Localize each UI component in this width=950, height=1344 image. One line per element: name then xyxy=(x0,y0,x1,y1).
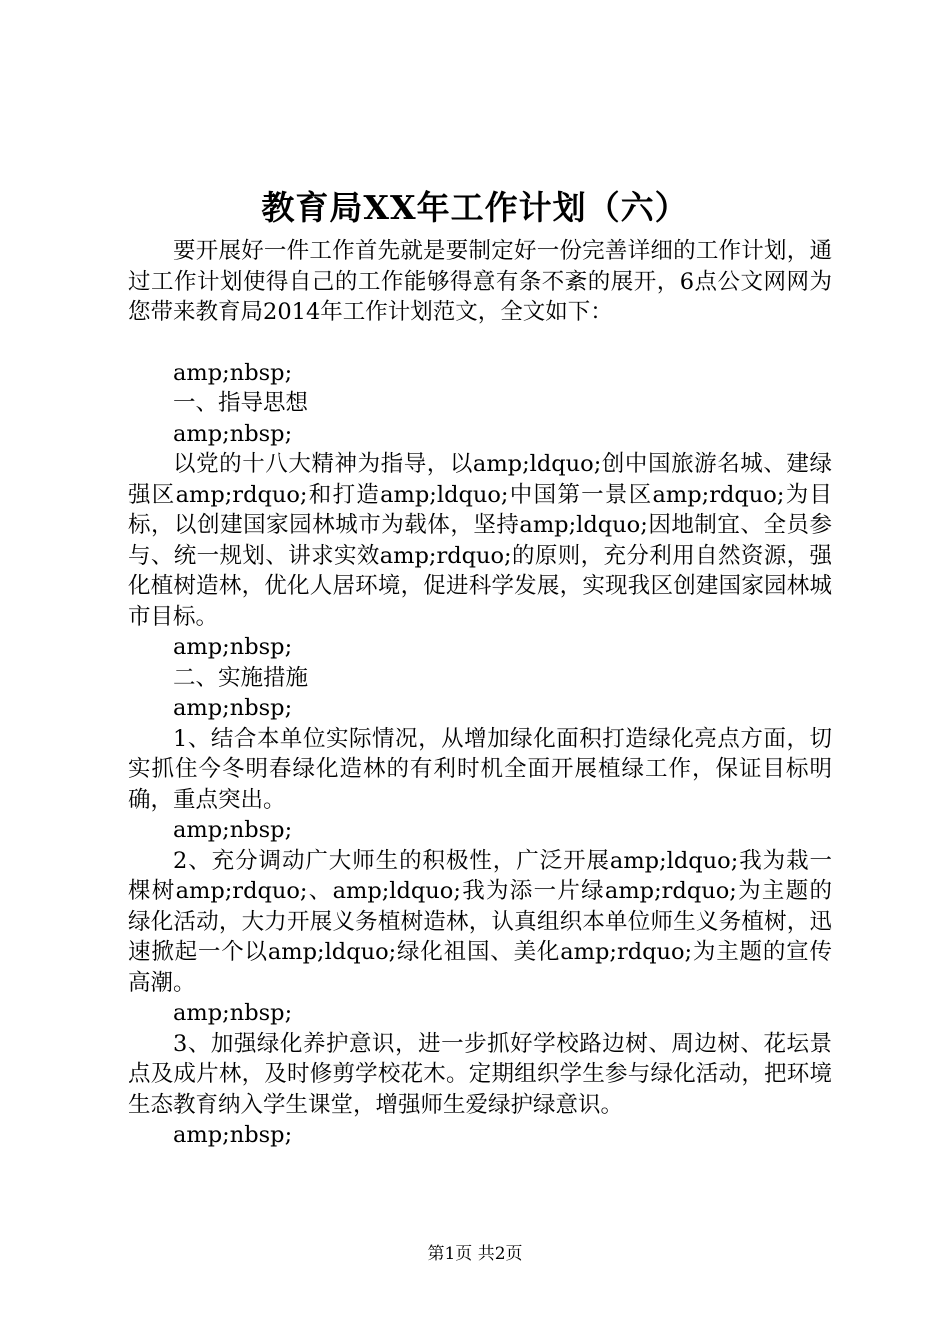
paragraph-spacer: amp;nbsp; xyxy=(173,695,293,721)
paragraph-spacer: amp;nbsp; xyxy=(173,634,293,660)
measure-paragraph-1: 1、结合本单位实际情况，从增加绿化面积打造绿化亮点方面，切实抓住今冬明春绿化造林的有利时机全面开展植绿工作，保证目标明确，重点突出。 xyxy=(128,725,832,813)
intro-paragraph: 要开展好一件工作首先就是要制定好一份完善详细的工作计划，通过工作计划使得自己的工作能够得意有条不紊的展开，6点公文网网为您带来教育局2014年工作计划范文，全文如下： xyxy=(128,238,832,325)
measure-paragraph-3: 3、加强绿化养护意识，进一步抓好学校路边树、周边树、花坛景点及成片林，及时修剪学校花木。定期组织学生参与绿化活动，把环境生态教育纳入学生课堂，增强师生爱绿护绿意识。 xyxy=(128,1030,832,1118)
paragraph-spacer: amp;nbsp; xyxy=(173,817,293,843)
document-title: 教育局XX年工作计划（六） xyxy=(261,188,689,227)
page-footer: 第1页 共2页 xyxy=(427,1244,523,1264)
paragraph-spacer: amp;nbsp; xyxy=(173,420,293,447)
guiding-ideology-paragraph: 以党的十八大精神为指导，以amp;ldquo;创中国旅游名城、建绿强区amp;rdquo;和打造amp;ldquo;中国第一景区amp;rdquo;为目标，以创建国家园林城市为载体，坚持amp;ldquo;因地制宜、全员参与、统一规划、讲求实效amp;rdquo;的原则，充分利用自然资源，强化植树造林，优化人居环境，促进科学发展，实现我区创建国家园林城市目标。 xyxy=(128,451,832,630)
paragraph-spacer: amp;nbsp; xyxy=(173,1122,293,1148)
document-body xyxy=(128,236,832,1151)
measure-paragraph-2: 2、充分调动广大师生的积极性，广泛开展amp;ldquo;我为栽一棵树amp;rdquo;、amp;ldquo;我为添一片绿amp;rdquo;为主题的绿化活动，大力开展义务植树造林，认真组织本单位师生义务植树，迅速掀起一个以amp;ldquo;绿化祖国、美化amp;rdquo;为主题的宣传高潮。 xyxy=(128,847,832,996)
paragraph-spacer: amp;nbsp; xyxy=(173,1000,293,1026)
section-heading-measures: 二、实施措施 xyxy=(173,664,309,691)
section-heading-guiding-ideology: 一、指导思想 xyxy=(173,390,309,416)
paragraph-spacer: amp;nbsp; xyxy=(173,359,293,386)
